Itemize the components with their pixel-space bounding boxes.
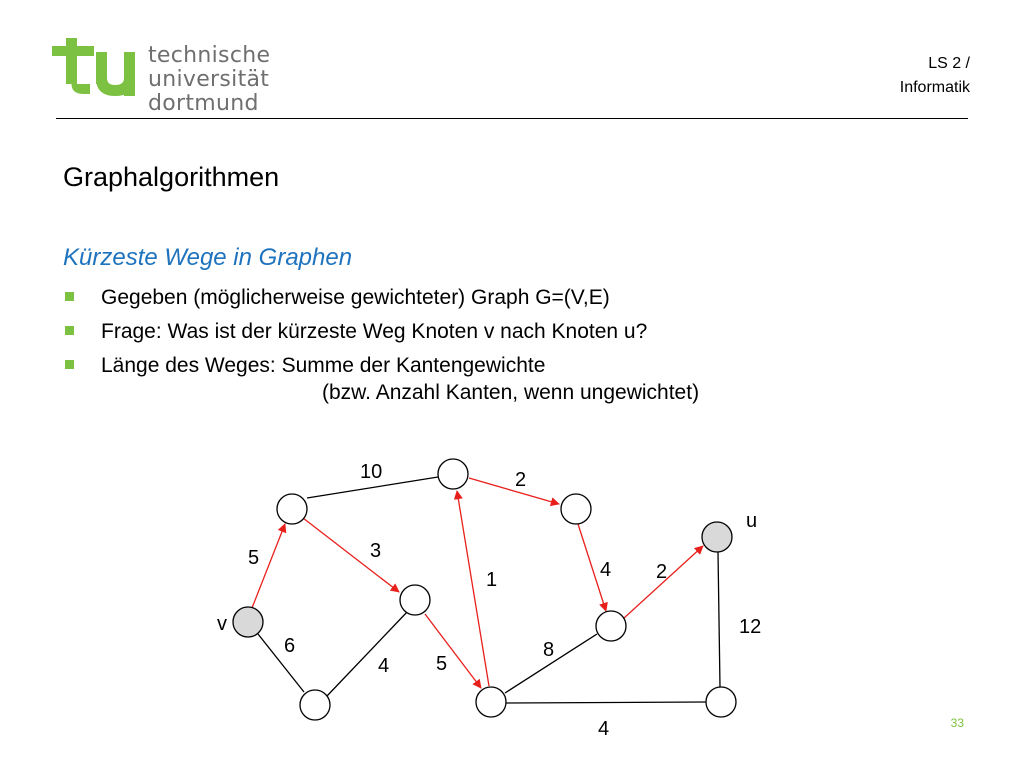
node-label-u: u: [746, 510, 758, 532]
graph-node: [476, 687, 506, 717]
edge-weight: 4: [600, 559, 612, 581]
edge-weight: 4: [378, 655, 390, 677]
page-number: 33: [950, 716, 964, 730]
graph-node: [400, 585, 430, 615]
graph-edge: [327, 611, 408, 696]
graph-node: [300, 690, 330, 720]
slide-subtitle: Kürzeste Wege in Graphen: [63, 244, 353, 271]
graph-node: [706, 687, 736, 717]
edge-weight: 2: [515, 469, 527, 491]
bullet-text: Gegeben (möglicherweise gewichteter) Graph G=(V,E): [101, 286, 610, 309]
graph-node-start: [233, 607, 263, 637]
shortest-path-edge: [425, 614, 481, 688]
graph-edge: [718, 552, 720, 687]
shortest-path-edge: [457, 491, 489, 686]
course-line1: LS 2 /: [928, 55, 970, 72]
edge-weight: 5: [436, 653, 448, 675]
edge-weight: 12: [739, 616, 762, 638]
edge-weight: 10: [360, 461, 383, 483]
graph-node: [561, 494, 591, 524]
edge-weight: 1: [486, 569, 498, 591]
shortest-path-edge: [303, 518, 399, 592]
graph-node: [438, 459, 468, 489]
graph-node-target: [702, 522, 732, 552]
course-line2: Informatik: [899, 79, 970, 96]
slide-title: Graphalgorithmen: [63, 162, 280, 192]
graph-edge: [506, 702, 706, 703]
edge-weight: 5: [248, 547, 260, 569]
logo-line1: technische universität: [148, 43, 271, 92]
bullet-text: Frage: Was ist der kürzeste Weg Knoten v nach Knoten u?: [101, 320, 648, 343]
shortest-path-edge: [469, 478, 559, 504]
edge-weight: 6: [284, 635, 296, 657]
graph-node: [596, 611, 626, 641]
logo-line2: dortmund: [148, 91, 259, 116]
bullet-text: Länge des Weges: Summe der Kantengewichte: [101, 354, 546, 377]
bullet-continuation: (bzw. Anzahl Kanten, wenn ungewichtet): [322, 381, 700, 404]
graph-edge: [258, 634, 304, 692]
graph-node: [277, 494, 307, 524]
edge-weight: 4: [598, 718, 610, 740]
node-label-v: v: [217, 613, 227, 635]
edge-weight: 3: [370, 540, 382, 562]
edge-weight: 2: [656, 561, 668, 583]
edge-weight: 8: [543, 639, 555, 661]
